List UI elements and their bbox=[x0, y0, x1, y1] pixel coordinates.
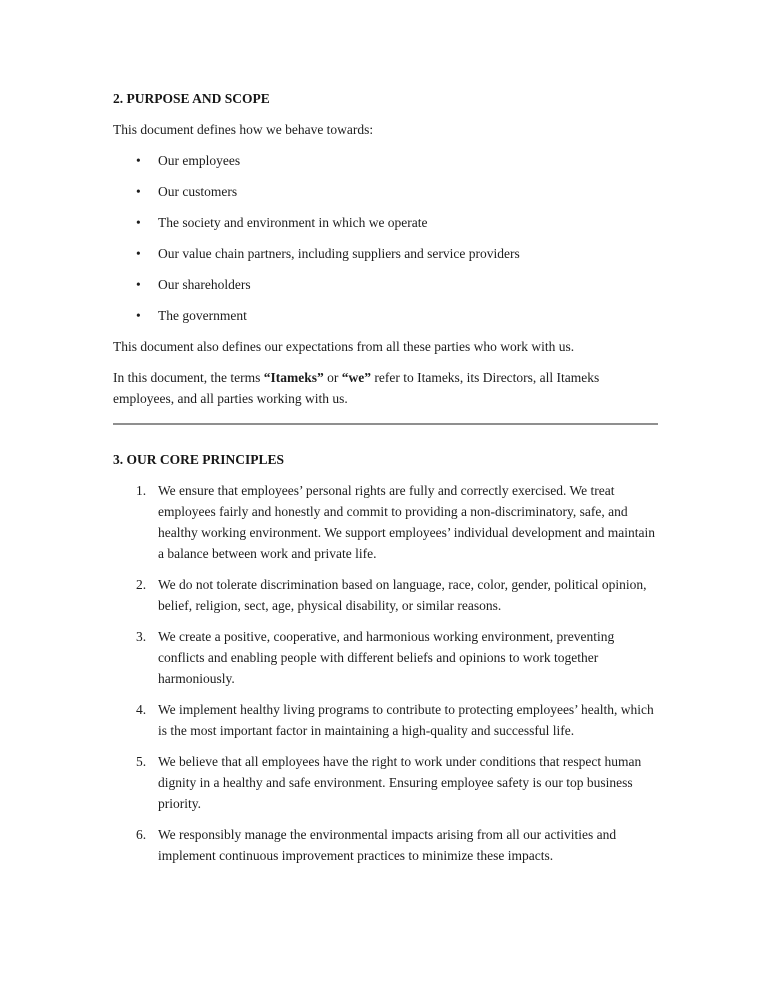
item-text: We responsibly manage the environmental impacts arising from all our activities and implement continuous improvement practices to minimize these impacts. bbox=[158, 827, 617, 863]
principle-item-3 bbox=[113, 626, 658, 689]
section-2-heading: 2. PURPOSE AND SCOPE bbox=[113, 91, 270, 106]
bullet-marker: • bbox=[136, 277, 141, 292]
item-number: 1. bbox=[136, 483, 147, 498]
bullet-marker: • bbox=[136, 246, 141, 261]
bullet-text: Our value chain partners, including suppliers and service providers bbox=[158, 246, 520, 261]
bullet-item-customers bbox=[113, 181, 658, 202]
term-itameks: “Itameks” bbox=[263, 370, 324, 385]
terms-text-middle: or bbox=[323, 370, 342, 385]
item-text: We create a positive, cooperative, and harmonious working environment, preventing conflicts and enabling people with different beliefs and opinions to work together harmoniously. bbox=[158, 629, 615, 686]
item-text: We implement healthy living programs to contribute to protecting employees’ health, which is the most important factor in maintaining a high-quality and successful life. bbox=[158, 702, 654, 738]
item-text: We do not tolerate discrimination based on language, race, color, gender, political opinion, belief, religion, sect, age, physical disability, or similar reasons. bbox=[158, 577, 647, 613]
bullet-item-society bbox=[113, 212, 658, 233]
bullet-item-employees bbox=[113, 150, 658, 171]
bullet-text: Our customers bbox=[158, 184, 238, 199]
term-we: “we” bbox=[341, 370, 371, 385]
item-number: 4. bbox=[136, 702, 147, 717]
bullet-text: The society and environment in which we operate bbox=[158, 215, 428, 230]
item-number: 5. bbox=[136, 754, 147, 769]
principle-item-1 bbox=[113, 480, 658, 564]
terms-text-prefix: In this document, the terms bbox=[113, 370, 264, 385]
core-principles-numbered-list bbox=[113, 480, 658, 866]
terms-text-suffix: refer to Itameks, its Directors, all Itameks employees, and all parties working with us. bbox=[113, 370, 600, 406]
bullet-text: The government bbox=[158, 308, 247, 323]
section-divider-rule bbox=[113, 423, 658, 425]
expectations-paragraph: This document also defines our expectations from all these parties who work with us. bbox=[113, 339, 575, 354]
bullet-text: Our employees bbox=[158, 153, 241, 168]
bullet-marker: • bbox=[136, 215, 141, 230]
section-core-principles bbox=[113, 449, 658, 866]
bullet-marker: • bbox=[136, 308, 141, 323]
bullet-marker: • bbox=[136, 184, 141, 199]
item-text: We believe that all employees have the right to work under conditions that respect human dignity in a healthy and safe environment. Ensuring employee safety is our top business priority. bbox=[158, 754, 642, 811]
principle-item-4 bbox=[113, 699, 658, 741]
bullet-marker: • bbox=[136, 153, 141, 168]
item-number: 3. bbox=[136, 629, 147, 644]
bullet-item-value-chain bbox=[113, 243, 658, 264]
item-text: We ensure that employees’ personal rights are fully and correctly exercised. We treat employees fairly and honestly and commit to providing a non-discriminatory, safe, and healthy working environment. We support employees’ individual development and maintain a balance between work and private life. bbox=[158, 483, 656, 561]
principle-item-2 bbox=[113, 574, 658, 616]
principle-item-6 bbox=[113, 824, 658, 866]
principle-item-5 bbox=[113, 751, 658, 814]
bullet-item-government bbox=[113, 305, 658, 326]
terms-paragraph bbox=[113, 367, 658, 409]
section-purpose-and-scope bbox=[113, 88, 658, 409]
bullet-item-shareholders bbox=[113, 274, 658, 295]
intro-paragraph: This document defines how we behave towards: bbox=[113, 122, 374, 137]
section-3-heading: 3. OUR CORE PRINCIPLES bbox=[113, 452, 285, 467]
item-number: 6. bbox=[136, 827, 147, 842]
bullet-text: Our shareholders bbox=[158, 277, 251, 292]
item-number: 2. bbox=[136, 577, 147, 592]
stakeholder-bullet-list bbox=[113, 150, 658, 326]
